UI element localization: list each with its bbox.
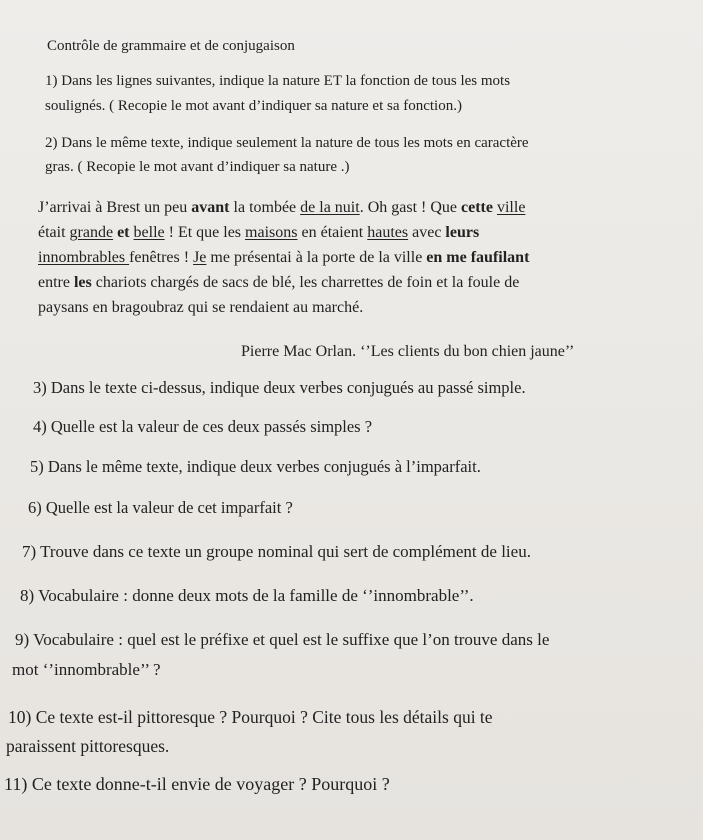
attribution: Pierre Mac Orlan. ‘’Les clients du bon chien jaune’’ (241, 343, 575, 360)
underlined-je: Je (193, 249, 207, 266)
question-9-line-2: mot ‘’innombrable’’ ? (12, 660, 161, 679)
passage-text: entre (38, 274, 74, 291)
underlined-ville: ville (496, 199, 526, 216)
underlined-maisons: maisons (245, 224, 298, 241)
question-1-line-1: 1) Dans les lignes suivantes, indique la nature ET la fonction de tous les mots (45, 73, 511, 89)
passage-text: fenêtres ! (129, 249, 194, 266)
question-7: 7) Trouve dans ce texte un groupe nominal qui sert de complément de lieu. (22, 542, 531, 561)
passage-text: J’arrivai à Brest un peu (38, 199, 192, 216)
question-3: 3) Dans le texte ci-dessus, indique deux verbes conjugués au passé simple. (33, 378, 526, 397)
question-10-line-2: paraissent pittoresques. (6, 736, 170, 756)
question-2-line-2: gras. ( Recopie le mot avant d’indiquer sa nature .) (45, 159, 350, 175)
question-9-line-1: 9) Vocabulaire : quel est le préfixe et quel est le suffixe que l’on trouve dans le (15, 630, 550, 649)
underlined-belle: belle (133, 224, 165, 241)
worksheet-title: Contrôle de grammaire et de conjugaison (47, 38, 295, 54)
underlined-de-la-nuit: de la nuit (300, 199, 360, 216)
question-2-line-1: 2) Dans le même texte, indique seulement la nature de tous les mots en caractère (45, 135, 529, 151)
bold-word-cette: cette (461, 199, 493, 216)
passage-text: ! Et que les (164, 224, 246, 241)
question-4: 4) Quelle est la valeur de ces deux passés simples ? (33, 417, 373, 436)
bold-en-me-faufilant: en me faufilant (426, 249, 530, 266)
passage-text: en étaient (297, 224, 368, 241)
bold-word-leurs: leurs (445, 224, 480, 241)
passage-text: avec (408, 224, 446, 241)
underlined-innombrables: innombrables (38, 249, 130, 266)
bold-word-les: les (73, 274, 92, 291)
question-10-line-1: 10) Ce texte est-il pittoresque ? Pourquoi ? Cite tous les détails qui te (8, 707, 493, 727)
passage-text: était (38, 224, 70, 241)
bold-word-avant: avant (191, 199, 230, 216)
passage-line-2 (38, 225, 479, 241)
question-8: 8) Vocabulaire : donne deux mots de la famille de ‘’innombrable’’. (20, 586, 474, 605)
question-5: 5) Dans le même texte, indique deux verbes conjugués à l’imparfait. (30, 457, 481, 476)
underlined-grande: grande (69, 224, 114, 241)
bold-word-et: et (117, 224, 130, 241)
question-1-line-2: soulignés. ( Recopie le mot avant d’indiquer sa nature et sa fonction.) (45, 98, 462, 114)
passage-line-3 (38, 250, 529, 266)
question-11: 11) Ce texte donne-t-il envie de voyager ? Pourquoi ? (4, 774, 390, 794)
passage-text: . Oh gast ! Que (359, 199, 462, 216)
passage-line-1 (38, 200, 525, 216)
passage-text: la tombée (229, 199, 301, 216)
passage-line-4 (38, 275, 519, 291)
underlined-hautes: hautes (367, 224, 409, 241)
passage-line-5: paysans en bragoubraz qui se rendaient au marché. (38, 299, 364, 316)
passage-text: me présentai à la porte de la ville (206, 249, 427, 266)
passage-text: chariots chargés de sacs de blé, les charrettes de foin et la foule de (91, 274, 520, 291)
question-6: 6) Quelle est la valeur de cet imparfait ? (28, 498, 293, 517)
